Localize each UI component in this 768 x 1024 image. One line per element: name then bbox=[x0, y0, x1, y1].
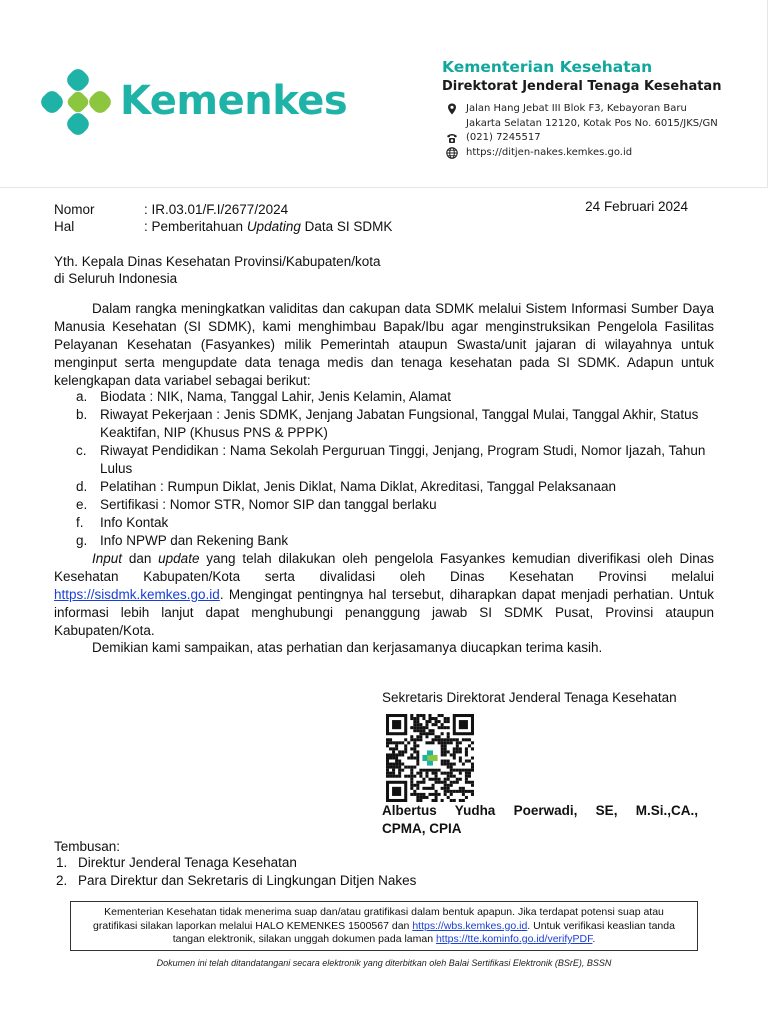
org-name: Kementerian Kesehatan bbox=[442, 58, 653, 76]
organization-block bbox=[442, 58, 762, 160]
kemenkes-wordmark: Kemenkes bbox=[120, 78, 348, 124]
data-variable-list bbox=[54, 388, 714, 550]
website-url: https://ditjen-nakes.kemkes.go.id bbox=[466, 146, 633, 158]
recipient-line-2: di Seluruh Indonesia bbox=[54, 271, 178, 286]
list-item: f. Info Kontak bbox=[76, 515, 169, 530]
sisdmk-link[interactable]: https://sisdmk.kemkes.go.id bbox=[54, 587, 220, 602]
list-item: a. Biodata : NIK, Nama, Tanggal Lahir, Jenis Kelamin, Alamat bbox=[76, 389, 451, 404]
list-item: g. Info NPWP dan Rekening Bank bbox=[76, 533, 289, 548]
tte-verify-link[interactable]: https://tte.kominfo.go.id/verifyPDF bbox=[435, 933, 593, 945]
nomor-row bbox=[54, 201, 288, 218]
signatory-name-line-2: CPMA, CPIA bbox=[382, 821, 462, 836]
phone-number: (021) 7245517 bbox=[466, 132, 541, 143]
signatory-name bbox=[382, 802, 698, 838]
website bbox=[442, 146, 762, 161]
recipient-line-1: Yth. Kepala Dinas Kesehatan Provinsi/Kabupaten/kota bbox=[54, 254, 381, 269]
signatory-title: Sekretaris Direktorat Jenderal Tenaga Kesehatan bbox=[382, 690, 677, 705]
address-line-2: Jakarta Selatan 12120, Kotak Pos No. 6015/JKS/GN bbox=[466, 117, 718, 129]
closing-paragraph: Demikian kami sampaikan, atas perhatian dan kerjasamanya diucapkan terima kasih. bbox=[92, 640, 603, 655]
wbs-link[interactable]: https://wbs.kemkes.go.id bbox=[412, 919, 528, 932]
letter-date: 24 Februari 2024 bbox=[585, 199, 688, 214]
directorate-name: Direktorat Jenderal Tenaga Kesehatan bbox=[442, 79, 722, 94]
intro-paragraph: Dalam rangka meningkatkan validitas dan cakupan data SDMK melalui Sistem Informasi Sumber Daya Manusia Kesehatan (SI SDMK), kami menghimbau Bapak/Ibu agar menginstruksikan Pengelola Fasilitas Pelayanan Kesehatan (Fasyankes) milik Pemerintah ataupun Swasta/unit jajaran di wilayahnya untuk menginput serta mengupdate data tenaga medis dan tenaga kesehatan pada SI SDMK. Adapun untuk kelengkapan data variabel sebagai berikut: bbox=[54, 301, 714, 388]
hal-italic: Updating bbox=[246, 219, 301, 234]
list-item: c. Riwayat Pendidikan : Nama Sekolah Perguruan Tinggi, Jenjang, Program Studi, Nomor Ijazah, Tahun Lulus bbox=[76, 443, 706, 476]
kemenkes-logo-icon bbox=[38, 68, 114, 136]
address bbox=[442, 102, 762, 131]
hal-row bbox=[54, 218, 392, 235]
list-item: 1. Direktur Jenderal Tenaga Kesehatan bbox=[56, 855, 297, 870]
location-pin-icon bbox=[446, 103, 458, 115]
recipient bbox=[54, 253, 380, 287]
nomor-value: : IR.03.01/F.I/2677/2024 bbox=[144, 202, 289, 217]
input-italic: Input bbox=[92, 551, 123, 566]
header-divider bbox=[0, 187, 768, 188]
list-item: 2. Para Direktur dan Sekretaris di Lingkungan Ditjen Nakes bbox=[56, 873, 417, 888]
bsre-notice: Dokumen ini telah ditandatangani secara elektronik yang diterbitkan oleh Balai Sertifikasi Elektronik (BSrE), BSSN bbox=[156, 958, 612, 968]
hal-prefix: : Pemberitahuan bbox=[144, 219, 247, 234]
signatory-name-line-1: Albertus Yudha Poerwadi, SE, M.Si.,CA., bbox=[382, 803, 698, 818]
phone bbox=[442, 131, 762, 146]
nomor-label: Nomor bbox=[54, 202, 95, 217]
address-line-1: Jalan Hang Jebat III Blok F3, Kebayoran Baru bbox=[466, 103, 687, 114]
hal-suffix: Data SI SDMK bbox=[300, 219, 393, 234]
list-item: d. Pelatihan : Rumpun Diklat, Jenis Diklat, Nama Diklat, Akreditasi, Tanggal Pelaksanaan bbox=[76, 479, 617, 494]
globe-icon bbox=[446, 147, 458, 159]
hal-label: Hal bbox=[54, 219, 75, 234]
tembusan-label: Tembusan: bbox=[54, 839, 121, 854]
update-italic: update bbox=[158, 551, 200, 566]
anti-gratification-disclaimer: Kementerian Kesehatan tidak menerima suap dan/atau gratifikasi dalam bentuk apapun. Jika terdapat potensi suap atau gratifikasi silakan laporkan melalui HALO KEMENKES 1500567 dan https://wbs.kemkes.go.id. Untuk verifikasi keaslian tanda tangan elektronik, silakan unggah dokumen pada laman https://tte.kominfo.go.id/verifyPDF. bbox=[70, 901, 698, 951]
telephone-icon bbox=[446, 132, 458, 144]
verification-paragraph: Input dan update yang telah dilakukan oleh pengelola Fasyankes kemudian diverifikasi oleh Dinas Kesehatan Kabupaten/Kota serta divalidasi oleh Dinas Kesehatan Provinsi melalui https://sisdmk.kemkes.go.id. Mengingat pentingnya hal tersebut, diharapkan dapat menjadi perhatian. Untuk informasi lebih lanjut dapat menghubungi penanggung jawab SI SDMK Pusat, Provinsi ataupun Kabupaten/Kota. bbox=[54, 551, 714, 638]
list-item: e. Sertifikasi : Nomor STR, Nomor SIP dan tanggal berlaku bbox=[76, 497, 437, 512]
tembusan-list bbox=[54, 854, 416, 890]
list-item: b. Riwayat Pekerjaan : Jenis SDMK, Jenjang Jabatan Fungsional, Tanggal Mulai, Tanggal Akhir, Status Keaktifan, NIP (Khusus PNS & PPPK) bbox=[76, 407, 699, 440]
qr-code-signature bbox=[386, 714, 474, 802]
